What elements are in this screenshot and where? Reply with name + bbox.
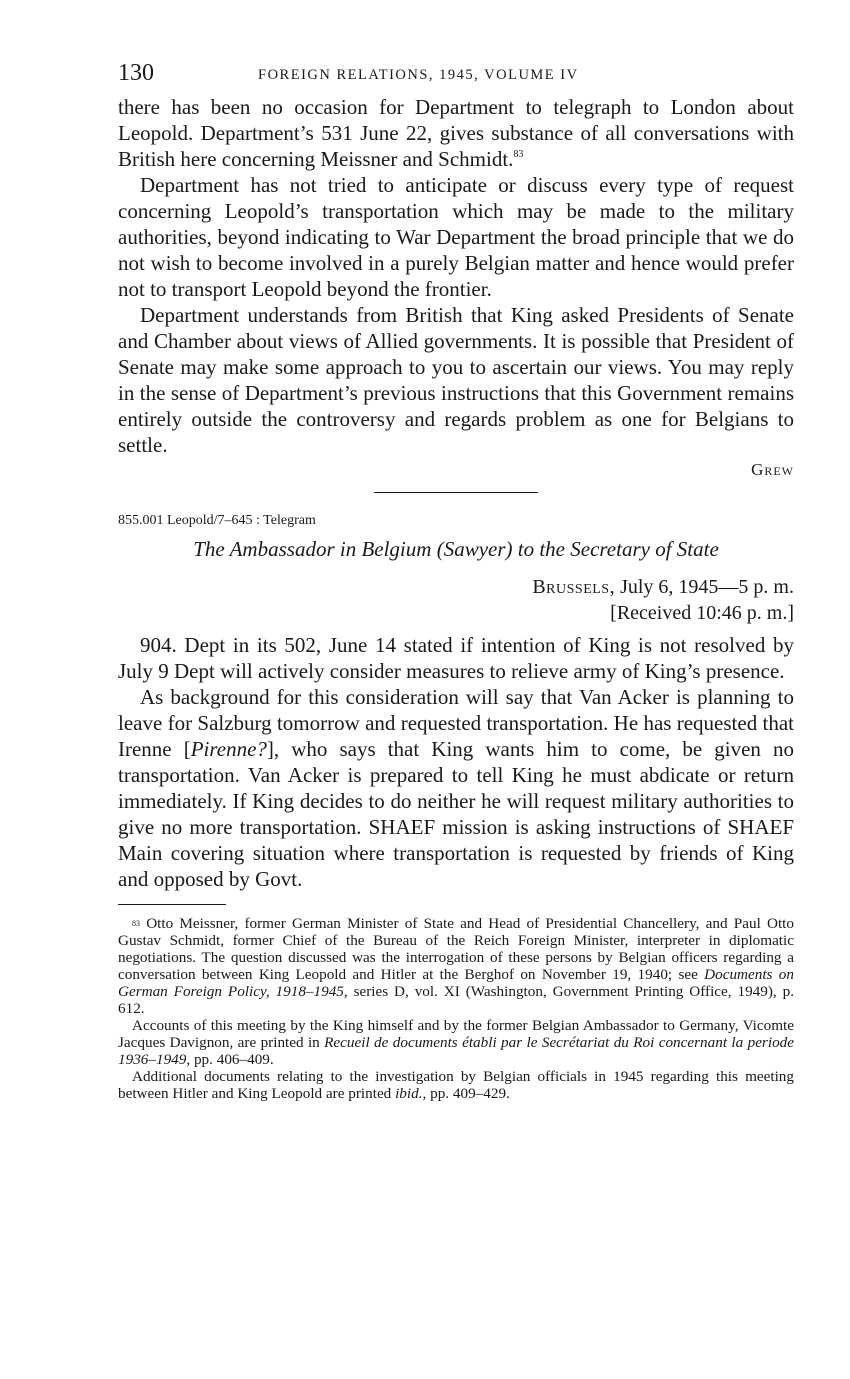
page-number: 130 (118, 60, 154, 86)
title-text: The Ambassador in Belgium (193, 537, 432, 561)
paragraph-text: there has been no occasion for Department to telegraph to London about Leopold. Department’s 531 June 22, gives substance of all conversations with British here concerning Meissner and Schmidt. (118, 95, 794, 171)
footnote-text: , pp. 409–429. (422, 1085, 510, 1102)
file-reference: 855.001 Leopold/7–645 : Telegram (118, 513, 316, 528)
paragraph: Department has not tried to anticipate or discuss every type of request concerning Leopold’s transportation which may be made to the military authorities, beyond indicating to War Department the broad principle that we do not wish to become involved in a purely Belgian matter and hence would prefer not to transport Leopold beyond the frontier. (118, 173, 794, 301)
running-title: FOREIGN RELATIONS, 1945, VOLUME IV (258, 67, 579, 83)
paragraph-text: As background for this consideration will say that Van Acker is planning to leave for Salzburg tomorrow and requested transportation. He has requested that Irenne [ (118, 685, 794, 761)
signature: Grew (751, 460, 794, 479)
section-divider (374, 492, 538, 493)
footnote-citation: Recueil de documents établi par le Secrétariat du Roi concernant la periode 1936–1949 (118, 1034, 794, 1068)
footnote-text: Accounts of this meeting by the King himself and by the former Belgian Ambassador to Germany, Vicomte Jacques Davignon, are printed in (118, 1017, 794, 1051)
footnote-text: Otto Meissner, former German Minister of State and Head of Presidential Chancellery, and Paul Otto Gustav Schmidt, former Chief of the Bureau of the Reich Foreign Minister, interpreter in diplomatic negotiations. The question discussed was the interrogation of these persons by Belgian officers regarding a conversation between King Leopold and Hitler at the Berghof on November 19, 1940; see (118, 915, 794, 983)
footnote-citation: Documents on German Foreign Policy, 1918–1945 (118, 966, 794, 1000)
running-head (118, 60, 794, 94)
paragraph: Department understands from British that King asked Presidents of Senate and Chamber about views of Allied governments. It is possible that President of Senate may make some approach to you to ascertain our views. You may reply in the sense of Department’s previous instructions that this Government remains entirely outside the controversy and regards problem as one for Belgians to settle. (118, 303, 794, 457)
dateline-received: [Received 10:46 p. m.] (610, 602, 794, 624)
title-name: Sawyer (443, 537, 506, 561)
paragraph-text: ], who says that King wants him to come, be given no transportation. Van Acker is prepared to tell King he must abdicate or return immediately. If King decides to do neither he will request military authorities to give no more transportation. SHAEF mission is asking instructions of SHAEF Main covering situation where transportation is requested by friends of King and opposed by Govt. (118, 737, 794, 891)
footnote-divider (118, 904, 226, 905)
paragraph: 904. Dept in its 502, June 14 stated if intention of King is not resolved by July 9 Dept will actively consider measures to relieve army of King’s presence. (118, 633, 794, 683)
footnote-text: , pp. 406–409. (186, 1051, 274, 1068)
footnote-ref[interactable]: 83 (513, 149, 524, 160)
page (118, 60, 794, 1102)
footnote-citation: ibid. (395, 1085, 423, 1102)
document-title: The Ambassador in Belgium (Sawyer) to the Secretary of State (193, 537, 719, 561)
dateline-date: July 6, 1945—5 p. m. (620, 576, 794, 598)
footnotes (118, 915, 794, 1102)
document-body (118, 632, 794, 892)
paragraph (118, 684, 794, 892)
footnote-marker: 83 (132, 919, 140, 928)
title-text: to the Secretary of State (517, 537, 719, 561)
footnote-83 (118, 915, 794, 1017)
footnote-continuation (118, 1068, 794, 1102)
dateline-sent (118, 574, 794, 600)
previous-document-body (118, 94, 794, 458)
dateline-place: Brussels, (532, 576, 616, 598)
footnote-continuation (118, 1017, 794, 1068)
footnote-text: Additional documents relating to the investigation by Belgian officials in 1945 regarding this meeting between Hitler and King Leopold are printed (118, 1068, 794, 1102)
footnote-text: , series D, vol. XI (Washington, Government Printing Office, 1949), p. 612. (118, 983, 794, 1017)
paragraph-italic: Pirenne? (190, 737, 267, 761)
dateline (118, 574, 794, 626)
paragraph (118, 94, 794, 172)
